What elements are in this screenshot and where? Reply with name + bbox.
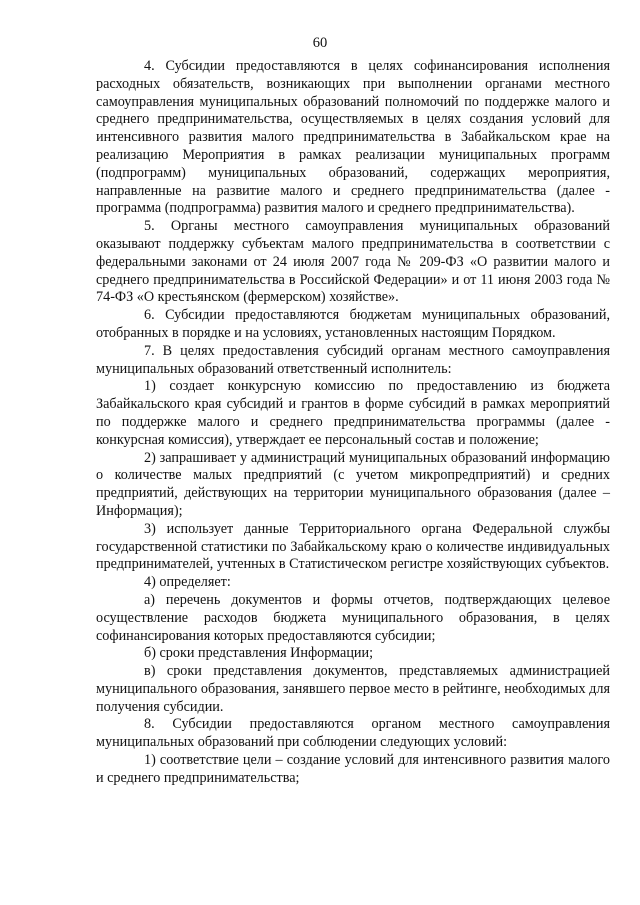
- paragraph-6-budgets: 6. Субсидии предоставляются бюджетам муниципальных образований, отобранных в порядке и на условиях, установленных настоящим Порядком.: [96, 307, 610, 341]
- paragraph-7-item-4b: б) сроки представления Информации;: [144, 645, 374, 662]
- paragraph-7-item-4c: в) сроки представления документов, представляемых администрацией муниципального образования, занявшего первое место в рейтинге, необходимых для получения субсидии.: [96, 663, 610, 715]
- paragraph-7-executor: 7. В целях предоставления субсидий органам местного самоуправления муниципальных образований ответственный исполнитель:: [96, 342, 610, 377]
- paragraph-7-item-3: 3) использует данные Территориального органа Федеральной службы государственной статистики по Забайкальскому краю о количестве индивидуальных предпринимателей, учтенных в Статистическом регистре хозяйствующих субъектов.: [96, 520, 610, 573]
- paragraph-5-local-authorities: 5. Органы местного самоуправления муниципальных образований оказывают поддержку субъектам малого предпринимательства в соответствии с федеральными законами от 24 июля 2007 года № 209-ФЗ «О развитии малого и среднего предпринимательства в Российской Федерации» и от 11 июня 2003 года № 74-ФЗ «О крестьянском (фермерском) хозяйстве».: [96, 218, 610, 306]
- paragraph-8-conditions: 8. Субсидии предоставляются органом местного самоуправления муниципальных образований при соблюдении следующих условий:: [96, 716, 610, 751]
- document-body: [96, 58, 610, 788]
- paragraph-7-item-4a: а) перечень документов и формы отчетов, подтверждающих целевое осуществление расходов бюджета муниципального образования, в целях софинансирования которых предоставляются субсидии;: [96, 591, 610, 644]
- paragraph-4-subsidy-purpose: 4. Субсидии предоставляются в целях софинансирования исполнения расходных обязательств, возникающих при выполнении органами местного самоуправления муниципальных образований полномочий по поддержке малого и среднего предпринимательства, осуществляемых в целях создания условий для интенсивного развития малого предпринимательства в Забайкальском крае на реализацию Мероприятия в рамках реализации муниципальных программ (подпрограмм) муниципальных образований, содержащих мероприятия, направленные на развитие малого и среднего предпринимательства (далее - программа (подпрограмма) развития малого и среднего предпринимательства).: [96, 58, 610, 217]
- paragraph-7-item-2: 2) запрашивает у администраций муниципальных образований информацию о количестве малых предприятий (с учетом микропредприятий) и средних предприятий, действующих на территории муниципального образования (далее – Информация);: [96, 449, 610, 519]
- paragraph-8-item-1: 1) соответствие цели – создание условий для интенсивного развития малого и среднего предпринимательства;: [96, 752, 610, 786]
- paragraph-7-item-4: 4) определяет:: [144, 574, 231, 591]
- page-number: 60: [312, 35, 328, 51]
- paragraph-7-item-1: 1) создает конкурсную комиссию по предоставлению из бюджета Забайкальского края субсидий и грантов в форме субсидий в рамках мероприятий по поддержке малого и среднего предпринимательства программы (далее - конкурсная комиссия), утверждает ее персональный состав и положение;: [96, 378, 610, 448]
